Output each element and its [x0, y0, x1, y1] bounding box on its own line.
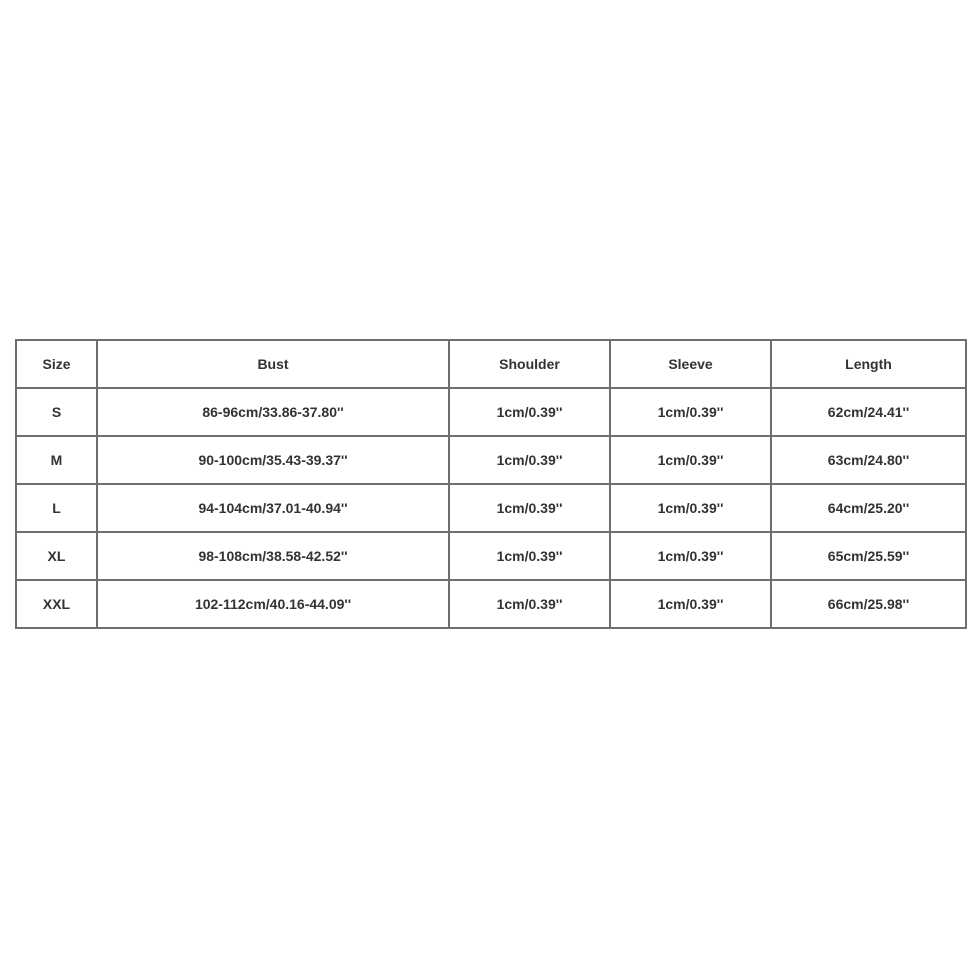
cell-bust: 86-96cm/33.86-37.80'': [97, 388, 449, 436]
table-row: [16, 388, 966, 436]
cell-size: XL: [16, 532, 97, 580]
header-shoulder: Shoulder: [449, 340, 610, 388]
cell-sleeve: 1cm/0.39'': [610, 388, 771, 436]
cell-shoulder: 1cm/0.39'': [449, 580, 610, 628]
cell-length: 64cm/25.20'': [771, 484, 966, 532]
cell-length: 65cm/25.59'': [771, 532, 966, 580]
cell-bust: 98-108cm/38.58-42.52'': [97, 532, 449, 580]
cell-shoulder: 1cm/0.39'': [449, 436, 610, 484]
table-header-row: [16, 340, 966, 388]
cell-sleeve: 1cm/0.39'': [610, 532, 771, 580]
cell-sleeve: 1cm/0.39'': [610, 484, 771, 532]
size-chart-table: [15, 339, 967, 629]
cell-bust: 94-104cm/37.01-40.94'': [97, 484, 449, 532]
table-row: [16, 436, 966, 484]
header-sleeve: Sleeve: [610, 340, 771, 388]
header-bust: Bust: [97, 340, 449, 388]
cell-size: S: [16, 388, 97, 436]
header-size: Size: [16, 340, 97, 388]
table-row: [16, 532, 966, 580]
cell-sleeve: 1cm/0.39'': [610, 436, 771, 484]
cell-sleeve: 1cm/0.39'': [610, 580, 771, 628]
cell-bust: 102-112cm/40.16-44.09'': [97, 580, 449, 628]
cell-size: M: [16, 436, 97, 484]
cell-length: 62cm/24.41'': [771, 388, 966, 436]
cell-length: 63cm/24.80'': [771, 436, 966, 484]
cell-size: XXL: [16, 580, 97, 628]
cell-shoulder: 1cm/0.39'': [449, 388, 610, 436]
table-row: [16, 484, 966, 532]
cell-length: 66cm/25.98'': [771, 580, 966, 628]
cell-shoulder: 1cm/0.39'': [449, 484, 610, 532]
cell-bust: 90-100cm/35.43-39.37'': [97, 436, 449, 484]
cell-shoulder: 1cm/0.39'': [449, 532, 610, 580]
table-row: [16, 580, 966, 628]
cell-size: L: [16, 484, 97, 532]
header-length: Length: [771, 340, 966, 388]
